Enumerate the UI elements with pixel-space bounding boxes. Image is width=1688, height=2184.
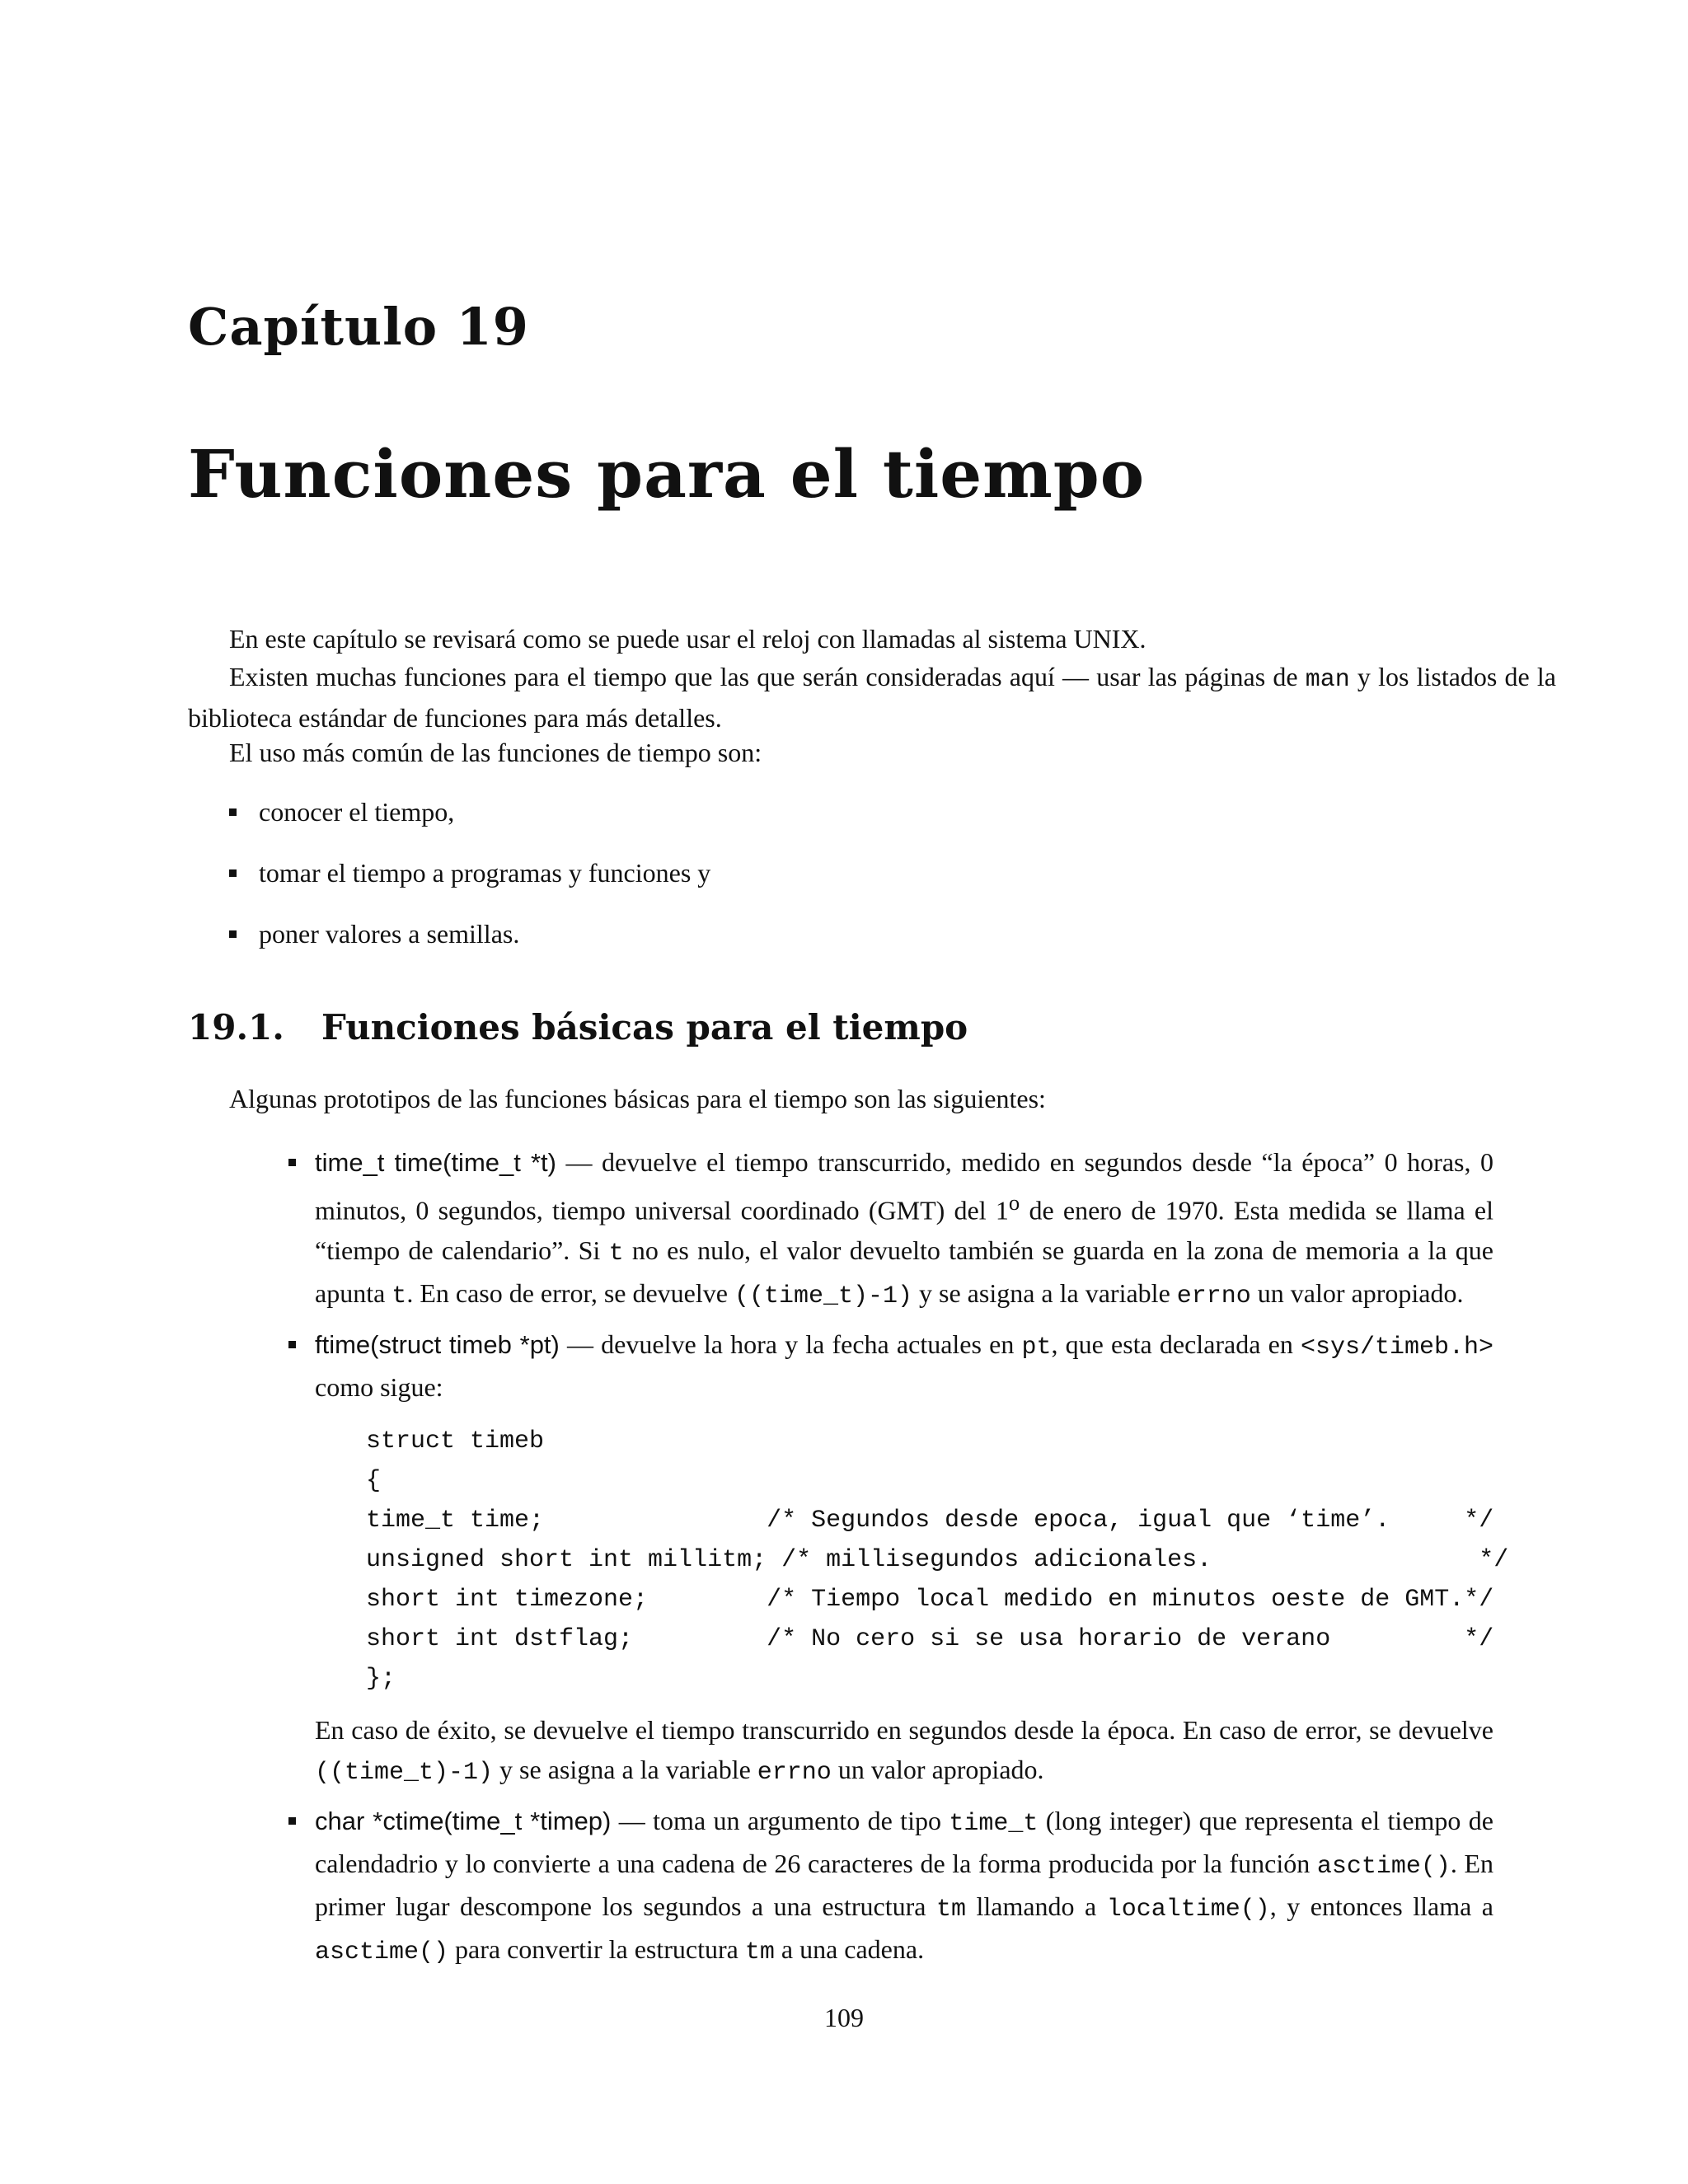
prototype-item-ctime: char *ctime(time_t *timep) — toma un argumento de tipo time_t (long integer) que representa el tiempo de calendadrio y lo convierte a una cadena de 26 caracteres de la forma producida por la función asctime(). En primer lugar descompone los segundos a una estructura tm llamando a localtime(), y entonces llama a asctime() para convertir la estructura tm a una cadena. [290, 1801, 1493, 1972]
prototype-item-ftime: ftime(struct timeb *pt) — devuelve la hora y la fecha actuales en pt, que esta declarada en <sys/timeb.h> como sigue: struct timeb { time_t time; /* Segundos desde epoca, igual que ‘time’. */ unsigned short int millitm; /* millisegundos adicionales. */ short int timezone; /* Tiempo local medido en minutos oeste de GMT.*/ short int dstflag; /* No cero si se usa horario de verano */ }; En caso de éxito, se devuelve el tiempo transcurrido en segundos desde la época. En caso de error, se devuelve ((time_t)-1) y se asigna a la variable errno un valor apropiado. [290, 1324, 1493, 1793]
ftime-return-description: En caso de éxito, se devuelve el tiempo transcurrido en segundos desde la época. En caso de error, se devuelve ((time_t)-1) y se asigna a la variable errno un valor apropiado. [315, 1714, 1493, 1787]
prototype-list [290, 1142, 1509, 1972]
code-line: time_t time; /* Segundos desde epoca, igual que ‘time’. */ [366, 1506, 1494, 1535]
bullet-icon [288, 1817, 296, 1825]
page-number: 109 [824, 2003, 864, 2032]
usage-list [229, 793, 710, 976]
code-line: unsigned short int millitm; /* millisegundos adicionales. */ [366, 1545, 1509, 1574]
bullet-icon [288, 1341, 296, 1348]
code-line: short int timezone; /* Tiempo local medido en minutos oeste de GMT.*/ [366, 1585, 1494, 1614]
function-name: ftime(struct timeb *pt) [315, 1329, 560, 1359]
function-name: time_t time(time_t *t) [315, 1148, 556, 1177]
chapter-label: Capítulo 19 [188, 297, 529, 357]
code-line: { [366, 1466, 382, 1495]
list-item: conocer el tiempo, [229, 793, 710, 831]
code-line: }; [366, 1664, 396, 1693]
intro-paragraph-2: Existen muchas funciones para el tiempo que las que serán consideradas aquí — usar las páginas de man y los listados de la biblioteca estándar de funciones para más detalles. [188, 662, 1557, 733]
struct-timeb-code [366, 1422, 1509, 1699]
bullet-icon [229, 930, 237, 938]
code-line: struct timeb [366, 1427, 545, 1455]
section-title: Funciones básicas para el tiempo [321, 1007, 968, 1047]
prototype-item-time: time_t time(time_t *t) — devuelve el tiempo transcurrido, medido en segundos desde “la época” 0 horas, 0 minutos, 0 segundos, tiempo universal coordinado (GMT) del 1$^o$ de enero de 1970. Esta medida se llama el “tiempo de calendario”. Si t no es nulo, el valor devuelto también se guarda en la zona de memoria a la que apunta t. En caso de error, se devuelve ((time_t)-1) y se asigna a la variable errno un valor apropiado. [290, 1142, 1493, 1316]
bullet-icon [229, 808, 237, 816]
section-intro: Algunas prototipos de las funciones básicas para el tiempo son las siguientes: [229, 1084, 1046, 1113]
function-name: char *ctime(time_t *timep) [315, 1806, 612, 1835]
bullet-icon [288, 1159, 296, 1166]
bullet-icon [229, 869, 237, 877]
list-item: tomar el tiempo a programas y funciones y [229, 854, 710, 892]
list-item: poner valores a semillas. [229, 915, 710, 953]
chapter-title: Funciones para el tiempo [188, 435, 1146, 513]
inline-code-man: man [1305, 666, 1350, 694]
code-line: short int dstflag; /* No cero si se usa horario de verano */ [366, 1624, 1494, 1653]
intro-paragraph-1: En este capítulo se revisará como se puede usar el reloj con llamadas al sistema UNIX. [229, 624, 1146, 654]
intro-paragraph-3: El uso más común de las funciones de tiempo son: [229, 738, 762, 767]
section-heading [188, 1007, 968, 1047]
section-number: 19.1. [188, 1007, 284, 1047]
